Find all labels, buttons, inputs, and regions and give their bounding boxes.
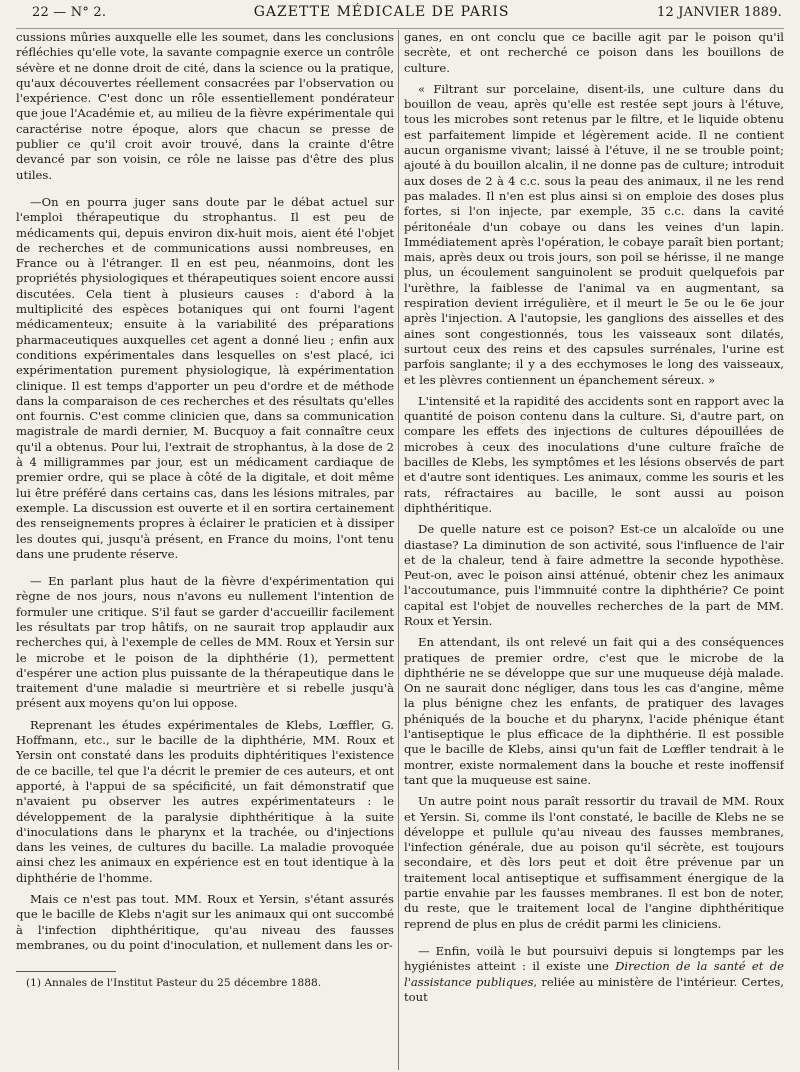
quotation-paragraph: « Filtrant sur porcelaine, disent-ils, une culture dans du bouillon de veau, après qu'elle est restée sept jours à l'étuve, tous les microbes sont retenus par le filtre, et le liquide obtenu est parfaitement limpide et légèrement acide. Il ne contient aucun organisme vivant; laissé à l'étuve, il ne se trouble point; ajouté à du bouillon alcalin, il ne donne pas de culture; introduit aux doses de 2 à 4 c.c. sous la peau des animaux, il ne les rend pas malades. Il n'en est plus ainsi si on emploie des doses plus fortes, si l'on injecte, par exemple, 35 c.c. dans la cavité péritonéale d'un cobaye ou dans les veines d'un lapin. Immédiatement après l'opération, le cobaye paraît bien portant; mais, après deux ou trois jours, son poil se hérisse, il ne mange plus, un écoulement sanguinolent se produit quelquefois par l'urèthre, la faiblesse de l'animal va en augmentant, sa respiration devient irrégulière, et il meurt le 5e ou le 6e jour après l'injection. A l'autopsie, les ganglions des aisselles et des aines sont congestionnés, tous les vaisseaux sont dilatés, surtout ceux des reins et des capsules surrénales, l'urine est parfois sanglante; il y a des ecchymoses le long des vaisseaux, et les plèvres contiennent un épanchement séreux. » [404, 81, 784, 387]
paragraph: —On en pourra juger sans doute par le débat actuel sur l'emploi thérapeutique du strophantus. Il est peu de médicaments qui, depuis environ dix-huit mois, aient été l'objet de recherches et de communications aussi nombreuses, en France ou à l'étranger. Il en est peu, néanmoins, dont les propriétés physiologiques et thérapeutiques soient encore aussi discutées. Cela tient à plusieurs causes : d'abord à la multiplicité des espèces botaniques qui ont fourni l'agent médicamenteux; ensuite à la variabilité des préparations pharmaceutiques auxquelles cet agent a donné lieu ; enfin aux conditions expérimentales dans lesquelles on s'est placé, ici expérimentation purement physiologique, là expérimentation clinique. Il est temps d'apporter un peu d'ordre et de méthode dans la comparaison de ces recherches et des résultats qu'elles ont fournis. C'est comme clinicien que, dans sa communication magistrale de mardi dernier, M. Bucquoy a fait connaître ceux qu'il a obtenus. Pour lui, l'extrait de strophantus, à la dose de 2 à 4 milligrammes par jour, est un médicament cardiaque de premier ordre, qui se place à côté de la digitale, et doit même lui être préféré dans certains cas, dans les lésions mitrales, par exemple. La discussion est ouverte et il en sortira certainement des renseignements propres à éclairer le praticien et à dissiper les doutes qui, jusqu'à présent, en France du moins, l'ont tenu dans une prudente réserve. [16, 194, 394, 561]
journal-title: GAZETTE MÉDICALE DE PARIS [253, 4, 510, 20]
left-column [16, 30, 394, 1072]
issue-date: 12 JANVIER 1889. [657, 5, 782, 20]
page-number: 22 — N° 2. [32, 5, 107, 20]
paragraph: De quelle nature est ce poison? Est-ce un alcaloïde ou une diastase? La diminution de son activité, sous l'influence de l'air et de la chaleur, tend à faire admettre la seconde hypothèse. Peut-on, avec le poison ainsi atténué, obtenir chez les animaux l'accoutumance, puis l'immnuité contre la diphthérie? Ce point capital est l'objet de nouvelles recherches de la part de MM. Roux et Yersin. [404, 522, 784, 628]
paragraph [404, 944, 784, 1005]
paragraph: Reprenant les études expérimentales de Klebs, Lœffler, G. Hoffmann, etc., sur le bacille de la diphthérie, MM. Roux et Yersin ont constaté dans les produits diphtéritiques l'existence de ce bacille, tel que l'a décrit le premier de ces auteurs, et ont apporté, à l'appui de sa spécificité, un fait démonstratif que n'avaient pu observer les autres expérimentateurs : le développement de la paralysie diphthéritique à la suite d'inoculations dans le pharynx et la trachée, ou d'injections dans les veines, de cultures du bacille. La maladie provoquée ainsi chez les animaux en expérience est en tout identique à la diphthérie de l'homme. [16, 717, 394, 885]
paragraph: — En parlant plus haut de la fièvre d'expérimentation qui règne de nos jours, nous n'avons eu nullement l'intention de formuler une critique. S'il faut se garder d'accueillir facilement les résultats par trop hâtifs, on ne saurait trop applaudir aux recherches qui, à l'exemple de celles de MM. Roux et Yersin sur le microbe et le poison de la diphthérie (1), permettent d'espérer une action plus puissante de la thérapeutique dans le traitement d'une maladie si meurtrière et si rebelle jusqu'à présent aux moyens qu'on lui oppose. [16, 574, 394, 711]
column-divider [398, 30, 399, 1070]
paragraph: L'intensité et la rapidité des accidents sont en rapport avec la quantité de poison contenu dans la culture. Si, d'autre part, on compare les effets des injections de cultures dépouillées de microbes à ceux des inoculations d'une culture fraîche de bacilles de Klebs, les symptômes et les lésions observés de part et d'autre sont identiques. Les animaux, comme les souris et les rats, réfractaires au bacille, le sont aussi au poison diphthéritique. [404, 393, 784, 515]
header-rule [16, 28, 784, 29]
right-column [404, 30, 784, 1072]
paragraph: Mais ce n'est pas tout. MM. Roux et Yersin, s'étant assurés que le bacille de Klebs n'agit sur les animaux qui ont succombé à l'infection diphthéritique, qu'au niveau des fausses membranes, ou du point d'inoculation, et nullement dans les or- [16, 892, 394, 952]
footnote: (1) Annales de l'Institut Pasteur du 25 décembre 1888. [26, 977, 322, 990]
paragraph: En attendant, ils ont relevé un fait qui a des conséquences pratiques de premier ordre, c'est que le microbe de la diphthérie ne se développe que sur une muqueuse déjà malade. On ne saurait donc négliger, dans tous les cas d'angine, même la plus bénigne chez les enfants, de pratiquer des lavages phéniqués de la bouche et du pharynx, l'acide phénique étant l'antiseptique le plus efficace de la diphthérie. Il est possible que le bacille de Klebs, ainsi qu'un fait de Lœffler tendrait à le montrer, existe normalement dans la bouche et reste inoffensif tant que la muqueuse est saine. [404, 635, 784, 787]
page-header [32, 4, 782, 26]
paragraph: cussions mûries auxquelle elle les soumet, dans les conclusions réfléchies qu'elle vote, la savante compagnie exerce un contrôle sévère et ne donne droit de cité, dans la science ou la pratique, qu'aux découvertes réellement consacrées par l'observation ou l'expérience. C'est donc un rôle essentiellement pondérateur que joue l'Académie et, au milieu de la fièvre expérimentale qui caractérise notre époque, alors que chacun se presse de publier ce qu'il croit avoir trouvé, dans la crainte d'être devancé par son voisin, ce rôle ne laisse pas d'être des plus utiles. [16, 30, 394, 182]
paragraph-text: , reliée au ministère de l'intérieur. Certes, tout [404, 974, 784, 1004]
paragraph-text: — Enfin, voilà le but poursuivi depuis si longtemps par les hygiénistes atteint : il existe une [404, 943, 784, 974]
footnote-rule [16, 971, 116, 972]
paragraph: ganes, en ont conclu que ce bacille agit par le poison qu'il secrète, et ont recherché ce poison dans les bouillons de culture. [404, 30, 784, 75]
paragraph: Un autre point nous paraît ressortir du travail de MM. Roux et Yersin. Si, comme ils l'ont constaté, le bacille de Klebs ne se développe et pullule qu'au niveau des fausses membranes, l'infection générale, due au poison qu'il sécrète, est toujours secondaire, et dès lors peut et doit être prévenue par un traitement local antiseptique et suffisamment énergique de la partie envahie par les fausses membranes. Il est bon de noter, du reste, que le traitement local de l'angine diphthéritique reprend de plus en plus de crédit parmi les cliniciens. [404, 794, 784, 931]
italic-title: Direction de la santé et de l'assistance publiques [404, 959, 784, 989]
